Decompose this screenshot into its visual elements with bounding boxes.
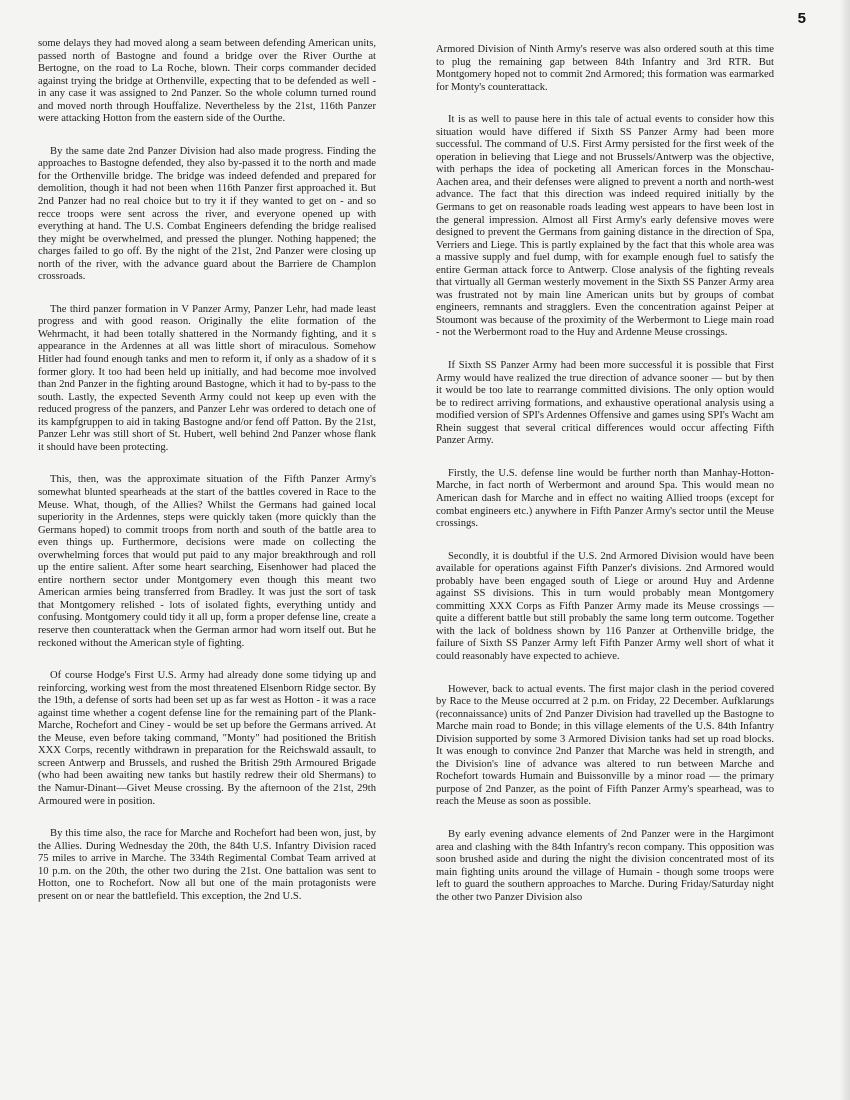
paragraph: Firstly, the U.S. defense line would be further north than Manhay-Hotton-Marche, in fact north of Werbermont and around Spa. This would mean no American dash for Marche and in effect no waiting Allied troops (except for combat engineers etc.) anywhere in Fifth Panzer Army's sector until the Meuse crossings. (436, 467, 774, 530)
paragraph: However, back to actual events. The first major clash in the period covered by Race to the Meuse occurred at 2 p.m. on Friday, 22 December. Aufklarungs (reconnaissance) units of 2nd Panzer Division had travelled up the Bastogne to Marche main road to Bonde; in this village elements of the U.S. 84th Infantry Division supported by some 3 Armored Division tanks had set up road blocks. It was enough to convince 2nd Panzer that Marche was held in strength, and the Division's line of advance was altered to run between Marche and Rochefort towards Humain and Buissonville by a minor road — the primary purpose of 2nd Panzer, as the point of Fifth Panzer Army's spearhead, was to reach the Meuse as soon as possible. (436, 683, 774, 808)
paragraph: It is as well to pause here in this tale of actual events to consider how this situation would have differed if Sixth SS Panzer Army had been more successful. The command of U.S. First Army persisted for the first week of the operation in believing that Liege and not Brussels/Antwerp was the objective, with perhaps the idea of pocketing all American forces in the Monschau-Aachen area, and their defenses were aligned to prevent a north and north-west advance. The fact that this direction was indeed required initially by the Germans to get on reasonable roads leading west appears to have been lost in the general impression. Almost all First Army's early defensive moves were designed to prevent the Germans from gaining distance in the direction of Spa, Verriers and Liege. This is partly explained by the fact that this whole area was a massive supply and fuel dump, with for example enough fuel to satisfy the entire German attack force to Antwerp. Close analysis of the fighting reveals that virtually all German westerly movement in the Sixth SS Panzer Army area was frustrated not by main line American units but by groups of combat engineers, remnants and stragglers. Even the concentration against Peiper at Stoumont was because of the proximity of the Werbermont to Liege main road - not the Werbermont road to the Huy and Ardenne Meuse crossings. (436, 114, 774, 339)
page-number: 5 (797, 10, 806, 27)
paragraph: By this time also, the race for Marche and Rochefort had been won, just, by the Allies. During Wednesday the 20th, the 84th U.S. Infantry Division raced 75 miles to arrive in Marche. The 334th Regimental Combat Team arrived at 10 p.m. on the 20th, the other two during the 21st. One battalion was sent to Hotton, one to Rochefort. Now all but one of the main protagonists were present on or near the battlefield. This exception, the 2nd U.S. (38, 828, 376, 902)
paragraph: Armored Division of Ninth Army's reserve was also ordered south at this time to plug the remaining gap between 84th Infantry and 3rd RTR. But Montgomery hoped not to commit 2nd Armored; this formation was earmarked for Monty's counterattack. (436, 44, 774, 93)
paragraph: The third panzer formation in V Panzer Army, Panzer Lehr, had made least progress and with good reason. Originally the elite formation of the Wehrmacht, it had been totally shattered in the Normandy fighting, and it s appearance in the Ardennes at all was little short of miraculous. Somehow Hitler had found enough tanks and men to reform it, if only as a shadow of it s former glory. It too had been held up initially, and had become moe involved than 2nd Panzer in the fighting around Bastogne, which it had to by-pass to the south. Lastly, the expected Seventh Army could not keep up even with the reduced progress of the panzers, and Panzer Lehr was ordered to detach one of its kampfgruppen to aid in taking Bastogne and/or fend off Patton. By the 21st, Panzer Lehr was still short of St. Hubert, well behind 2nd Panzer whose flank it should have been protecting. (38, 303, 376, 453)
paragraph: some delays they had moved along a seam between defending American units, passed north of Bastogne and found a bridge over the River Ourthe at Bertogne, on the road to La Roche, blown. Their corps commander decided against trying the bridge at Orthenville, expecting that to be defended as well - in any case it was assigned to 2nd Panzer. So the whole column turned round and moved north through Houffalize. Nevertheless by the 21st, 116th Panzer were attacking Hotton from the eastern side of the Ourthe. (38, 38, 376, 125)
right-column (436, 44, 774, 904)
paragraph: Of course Hodge's First U.S. Army had already done some tidying up and reinforcing, working west from the most threatened Elsenborn Ridge sector. By the 19th, a defense of sorts had been set up as far west as Hotton - it was a race against time whether a cogent defense line for the remaining part of the Plank-Marche, Rochefort and Ciney - would be set up before the Germans arrived. At the Meuse, even before taking command, "Monty" had positioned the British XXX Corps, recently withdrawn in preparation for the Reichswald assault, to screen Antwerp and Brussels, and rushed the British 29th Armoured Brigade (who had been awaiting new tanks but hastily redrew their old Shermans) to the Namur-Dinant—Givet Meuse crossing. By the afternoon of the 21st, 29th Armoured were in position. (38, 670, 376, 807)
paragraph: Secondly, it is doubtful if the U.S. 2nd Armored Division would have been available for operations against Fifth Panzer's divisions. 2nd Armored would probably have been engaged south of Liege or around Huy and Ardenne against SS divisions. This in turn would probably mean Montgomery committing XXX Corps as Fifth Panzer Army made its Meuse crossings — quite a different battle but still probably the same long term outcome. Together with the lack of boldness shown by 116 Panzer at Orthenville bridge, the failure of Sixth SS Panzer Army left Fifth Panzer Army well short of what it could reasonably have expected to achieve. (436, 550, 774, 662)
paragraph: By early evening advance elements of 2nd Panzer were in the Hargimont area and clashing with the 84th Infantry's recon company. This opposition was soon brushed aside and during the night the division concentrated most of its main fighting units around the village of Humain - though some troops were left to guard the southern approaches to Marche. During Friday/Saturday night the other two Panzer Division also (436, 828, 774, 903)
left-column (38, 38, 376, 903)
paragraph: If Sixth SS Panzer Army had been more successful it is possible that First Army would have realized the true direction of advance sooner — but by then it would be too late to rearrange committed divisions. The only option would be to redirect arriving formations, and exhaustive operational analysis using a modified version of SPI's Ardennes Offensive and games using SPI's Wacht am Rhein suggest that several critical differences would occur affecting Fifth Panzer Army. (436, 360, 774, 447)
page-edge-shadow (840, 0, 850, 1100)
paragraph: By the same date 2nd Panzer Division had also made progress. Finding the approaches to Bastogne defended, they also by-passed it to the north and made for the Orthenville bridge. The bridge was indeed defended and prepared for demolition, though it had not been when 116th Panzer first approached it. But 2nd Panzer had no real choice but to try it if they wanted to get on - and so recce troops were sent across the river, and everyone opened up with everything at hand. The U.S. Combat Engineers defending the bridge realised they might be overwhelmed, and pressed the plunger. Nothing happened; the charges failed to go off. By the night of the 21st, 2nd Panzer were closing up north of the river, with the advance guard about the Barriere de Champlon crossroads. (38, 145, 376, 283)
paragraph: This, then, was the approximate situation of the Fifth Panzer Army's somewhat blunted spearheads at the start of the battles covered in Race to the Meuse. What, though, of the Allies? Whilst the Germans had gained local superiority in the Ardennes, steps were quickly taken (more quickly than the Germans hoped) to commit troops from north and south of the battle area to even things up. Furthermore, decisions were made on collecting the overwhelming forces that would put paid to any major breakthrough and roll up the entire salient. After some heart searching, Eisenhower had placed the entire northern sector under Montgomery even though this meant two American armies being transferred from Bradley. It was just the sort of task that Montgomery relished - lots of isolated fights, everything untidy and confusing. Montgomery could tidy it all up, form a proper defense line, create a reserve then counterattack when the German armor had worn itself out. But he reckoned without the American style of fighting. (38, 474, 376, 649)
